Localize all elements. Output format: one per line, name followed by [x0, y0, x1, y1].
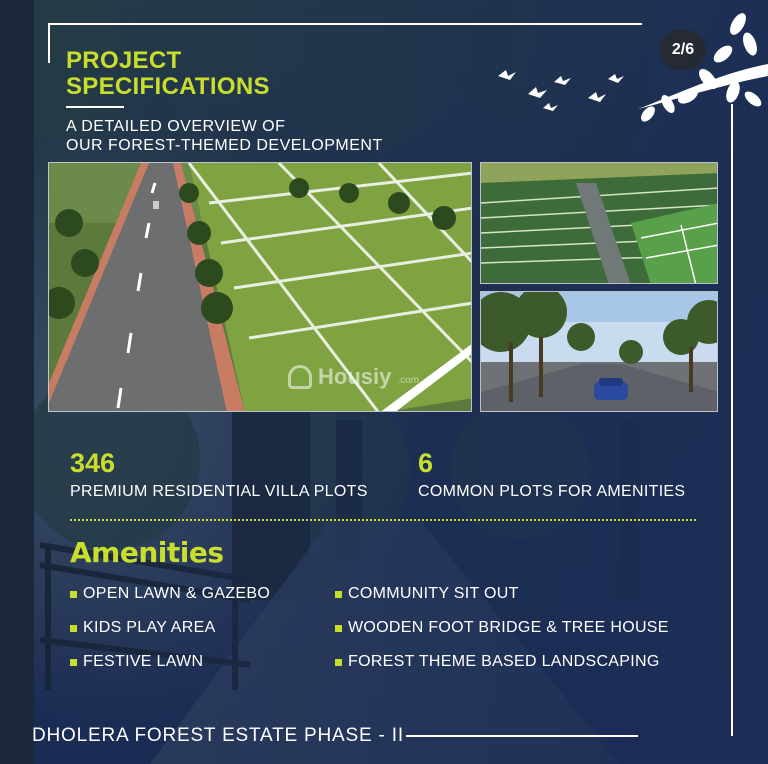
- watermark-brand: Housiy: [318, 364, 392, 389]
- amenity-item: [70, 619, 216, 637]
- common-plots-label: COMMON PLOTS FOR AMENITIES: [418, 483, 686, 500]
- bullet-icon: [335, 591, 342, 598]
- amenity-label: FESTIVE LAWN: [83, 653, 204, 670]
- amenity-item: [70, 653, 203, 671]
- subtitle-line-1: A DETAILED OVERVIEW OF: [66, 118, 286, 135]
- bullet-icon: [70, 659, 77, 666]
- amenity-label: WOODEN FOOT BRIDGE & TREE HOUSE: [348, 619, 669, 636]
- amenity-label: OPEN LAWN & GAZEBO: [83, 585, 271, 602]
- watermark-suffix: .com: [397, 375, 420, 386]
- title-underline: [66, 106, 124, 108]
- amenity-item: [335, 585, 519, 603]
- amenities-heading: Amenities: [70, 536, 224, 569]
- housing-watermark: [288, 364, 419, 390]
- project-name-footer: DHOLERA FOREST ESTATE PHASE - II: [32, 725, 404, 746]
- amenity-label: KIDS PLAY AREA: [83, 619, 216, 636]
- bullet-icon: [335, 625, 342, 632]
- villa-plots-label: PREMIUM RESIDENTIAL VILLA PLOTS: [70, 483, 368, 500]
- title-line-1: PROJECT: [66, 47, 182, 74]
- housing-logo-icon: [288, 365, 312, 389]
- bullet-icon: [70, 625, 77, 632]
- frame-left-line: [48, 23, 50, 63]
- amenity-item: [335, 653, 660, 671]
- page-indicator-badge: 2/6: [660, 30, 706, 70]
- tree-lined-road-render-image: [480, 291, 718, 412]
- frame-bottom-line: [406, 735, 638, 737]
- subtitle-line-2: OUR FOREST-THEMED DEVELOPMENT: [66, 137, 383, 154]
- amenity-item: [70, 585, 270, 603]
- frame-right-line: [731, 104, 733, 736]
- amenity-label: COMMUNITY SIT OUT: [348, 585, 519, 602]
- plot-layout-render-image: [480, 162, 718, 284]
- stats-divider: [70, 519, 696, 521]
- bullet-icon: [335, 659, 342, 666]
- amenity-label: FOREST THEME BASED LANDSCAPING: [348, 653, 660, 670]
- common-plots-count: 6: [418, 448, 434, 478]
- title-line-2: SPECIFICATIONS: [66, 73, 270, 100]
- bullet-icon: [70, 591, 77, 598]
- amenity-item: [335, 619, 669, 637]
- tree-branch-with-birds-icon: [488, 4, 768, 132]
- page-subtitle: [66, 117, 396, 155]
- villa-plots-count: 346: [70, 448, 116, 478]
- page-title: [66, 48, 366, 100]
